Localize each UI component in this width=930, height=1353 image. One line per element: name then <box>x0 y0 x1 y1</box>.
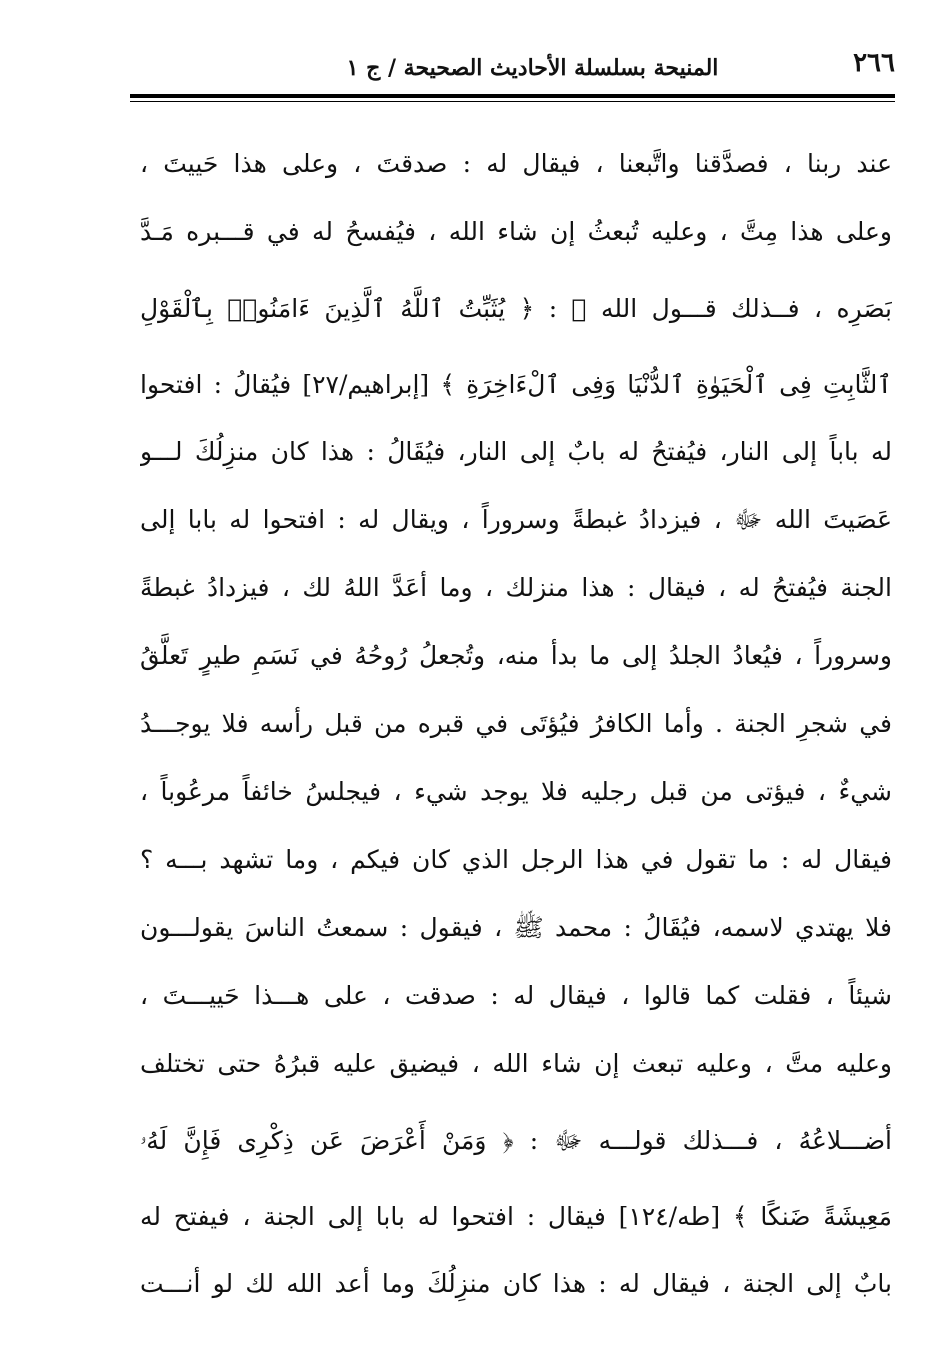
body-text <box>140 135 892 1323</box>
page-number: ٢٦٦ <box>853 48 895 78</box>
text-line: شيئاً ، فقلت كما قالوا ، فيقال له : صدقت ، على هـــذا حَييـــتَ ، <box>140 981 892 1010</box>
text-line: وعلى هذا مِتَّ ، وعليه تُبعثُ إن شاء الله ، فيُفسحُ له في قـــبره مَـدَّ <box>140 217 892 246</box>
text-line: بابٌ إلى الجنة ، فيقال له : هذا كان منزِلُكَ وما أعد الله لك لو أنـــت <box>140 1269 892 1298</box>
text-line: فيقال له : ما تقول في هذا الرجل الذي كان فيكم ، وما تشهد بـــه ؟ <box>140 845 892 874</box>
header-rule-thick <box>130 94 895 98</box>
text-line: بَصَرِه ، فــذلك قـــول الله ﷻ : ﴿ يُثَبِّتُ ٱللَّهُ ٱلَّذِينَ ءَامَنُوا۟ بِٱلْقَوْلِ <box>140 294 892 323</box>
text-line: عند ربنا ، فصدَّقنا واتَّبعنا ، فيقال له : صدقتَ ، وعلى هذا حَييتَ ، <box>140 149 892 178</box>
running-title: المنيحة بسلسلة الأحاديث الصحيحة / ج ١ <box>346 55 719 81</box>
text-line: الجنة فيُفتحُ له ، فيقال : هذا منزلك ، وما أعَدَّ اللهُ لك ، فيزدادُ غبطةً <box>140 573 892 602</box>
text-line: وسروراً ، فيُعادُ الجلدُ إلى ما بدأ منه، وتُجعلُ رُوحُهُ في نَسَمِ طيرٍ تَعلَّقُ <box>140 641 892 670</box>
page-header <box>130 42 895 92</box>
header-rule-thin <box>130 101 895 102</box>
text-line: وعليه متَّ ، وعليه تبعث إن شاء الله ، فيضيق عليه قبرُهُ حتى تختلف <box>140 1049 892 1078</box>
text-line: مَعِيشَةً ضَنكًا ﴾ [طه/١٢٤] فيقال : افتحوا له بابا إلى الجنة ، فيفتح له <box>140 1202 892 1231</box>
text-line: أضـــلاعُهُ ، فـــذلك قولـــه ﷻ : ﴿ وَمَنْ أَعْرَضَ عَن ذِكْرِى فَإِنَّ لَهُۥ <box>140 1126 892 1155</box>
text-line: فلا يهتدي لاسمه، فيُقَالُ : محمد ﷺ ، فيقول : سمعتُ الناسَ يقولـــون <box>140 913 892 942</box>
text-line: ٱلثَّابِتِ فِى ٱلْحَيَوٰةِ ٱلدُّنْيَا وَفِى ٱلْءَاخِرَةِ ﴾ [إبراهيم/٢٧] فيُقالُ : افتحوا <box>140 370 892 399</box>
text-line: عَصَيتَ الله ﷻ ، فيزدادُ غبطةً وسروراً ، ويقال له : افتحوا له بابا إلى <box>140 505 892 534</box>
text-line: شيءٌ ، فيؤتى من قبل رجليه فلا يوجد شيء ، فيجلسُ خائفاً مرعُوباً ، <box>140 777 892 806</box>
text-line: له باباً إلى النار، فيُفتحُ له بابٌ إلى النار، فيُقَالُ : هذا كان منزِلُكَ لـــو <box>140 437 892 466</box>
text-line: في شجرِ الجنة . وأما الكافرُ فيُؤتَى في قبره من قبل رأسه فلا يوجـــدُ <box>140 709 892 738</box>
